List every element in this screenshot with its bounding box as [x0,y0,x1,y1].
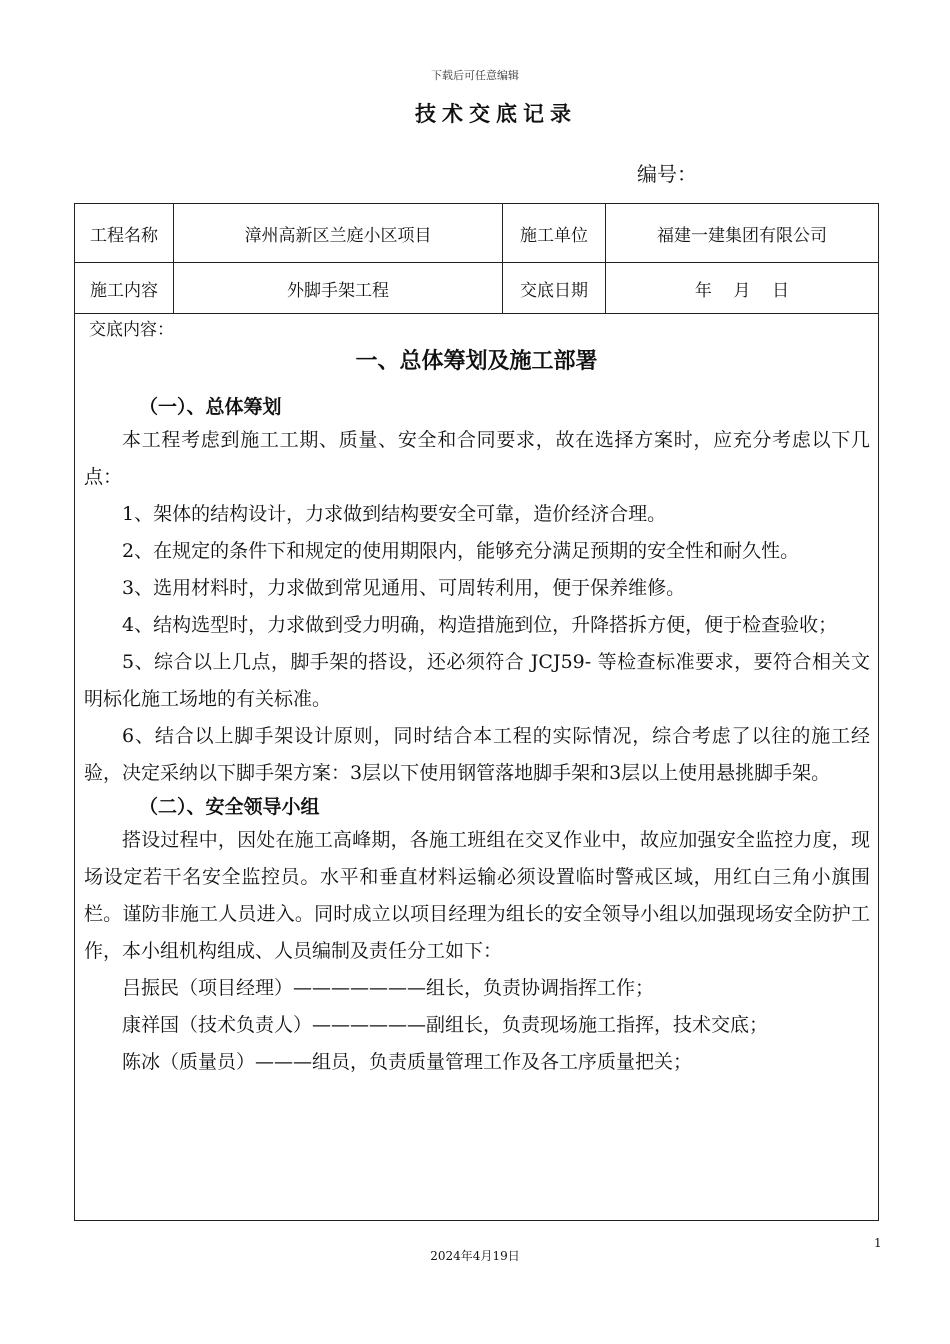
member-line: 康祥国（技术负责人）——————副组长，负责现场施工指挥，技术交底； [122,1014,769,1036]
subsection-title-2: （二）、安全领导小组 [139,796,320,818]
list-item: 2、在规定的条件下和规定的使用期限内，能够充分满足预期的安全性和耐久性。 [122,540,800,562]
contractor-value: 福建一建集团有限公司 [606,204,879,263]
info-row-project [75,204,879,263]
member-line: 吕振民（项目经理）———————组长，负责协调指挥工作； [122,977,655,999]
content-box [74,312,879,1221]
info-table [74,203,879,314]
info-row-work [75,263,879,314]
project-name-label: 工程名称 [75,204,174,263]
page-number: 1 [874,1236,882,1250]
contractor-label: 施工单位 [503,204,606,263]
member-line: 陈冰（质量员）———组员，负责质量管理工作及各工序质量把关； [122,1051,693,1073]
section-title: 一、总体筹划及施工部署 [355,348,598,374]
work-content-value: 外脚手架工程 [174,263,503,314]
document-title: 技术交底记录 [415,101,577,126]
list-item: 3、选用材料时，力求做到常见通用、可周转利用，便于保养维修。 [122,577,686,599]
header-note: 下载后可任意编辑 [431,69,519,82]
project-name-value: 漳州高新区兰庭小区项目 [174,204,503,263]
content-label: 交底内容： [89,320,174,340]
list-item: 1、架体的结构设计，力求做到结构要安全可靠，造价经济合理。 [122,503,667,525]
subsection-title-1: （一）、总体筹划 [139,396,282,418]
intro-paragraph: 本工程考虑到施工工期、质量、安全和合同要求，故在选择方案时，应充分考虑以下几点： [84,429,870,488]
body-text [84,392,870,1081]
date-value: 年 月 日 [606,263,879,314]
list-item: 4、结构选型时，力求做到受力明确，构造措施到位，升降搭拆方便，便于检查验收； [122,614,838,636]
list-item: 5、综合以上几点，脚手架的搭设，还必须符合 JCJ59- 等检查标准要求，要符合相关文明标化施工场地的有关标准。 [84,651,870,710]
footer-date: 2024年4月19日 [430,1249,520,1263]
number-label: 编号： [637,162,697,186]
work-content-label: 施工内容 [75,263,174,314]
list-item: 6、结合以上脚手架设计原则，同时结合本工程的实际情况，综合考虑了以往的施工经验，决定采纳以下脚手架方案：3层以下使用钢管落地脚手架和3层以上使用悬挑脚手架。 [84,725,870,784]
safety-paragraph: 搭设过程中，因处在施工高峰期，各施工班组在交叉作业中，故应加强安全监控力度，现场设定若干名安全监控员。水平和垂直材料运输必须设置临时警戒区域，用红白三角小旗围栏。谨防非施工人员进入。同时成立以项目经理为组长的安全领导小组以加强现场安全防护工作，本小组机构组成、人员编制及责任分工如下： [84,829,870,962]
date-label: 交底日期 [503,263,606,314]
